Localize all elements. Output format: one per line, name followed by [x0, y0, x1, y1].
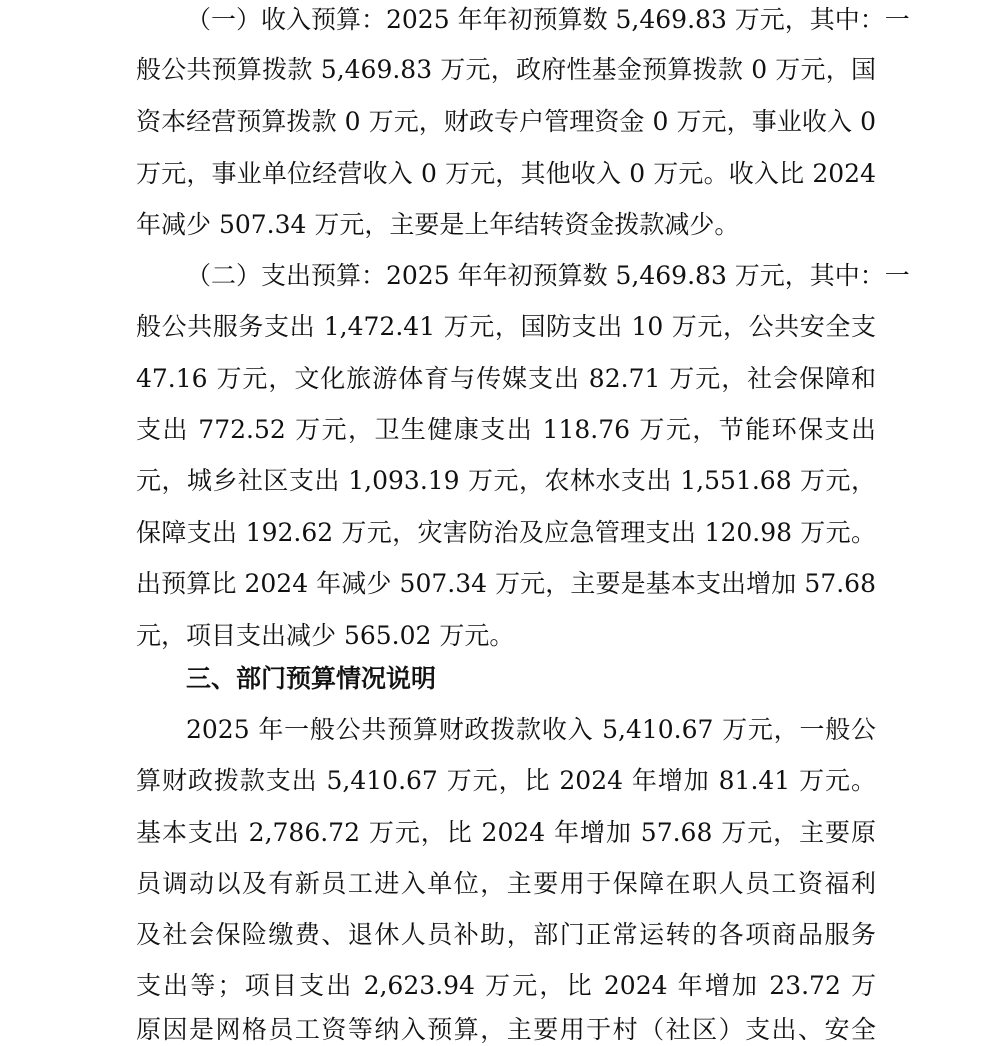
section-body-line-3: 基本支出 2,786.72 万元，比 2024 年增加 57.68 万元，主要原: [136, 818, 876, 847]
expenditure-budget-line-3: 47.16 万元，文化旅游体育与传媒支出 82.71 万元，社会保障和: [136, 364, 876, 393]
section-body-line-2: 算财政拨款支出 5,410.67 万元，比 2024 年增加 81.41 万元。: [136, 766, 876, 795]
section-body-line-6: 支出等；项目支出 2,623.94 万元，比 2024 年增加 23.72 万: [136, 971, 876, 1000]
section-body-line-5: 及社会保险缴费、退休人员补助，部门正常运转的各项商品服务: [136, 920, 876, 949]
income-budget-line-1: （一）收入预算：2025 年年初预算数 5,469.83 万元，其中：一: [186, 5, 910, 34]
expenditure-budget-line-2: 般公共服务支出 1,472.41 万元，国防支出 10 万元，公共安全支: [136, 312, 876, 341]
expenditure-budget-line-1: （二）支出预算：2025 年年初预算数 5,469.83 万元，其中：一: [186, 261, 910, 290]
expenditure-budget-line-4: 支出 772.52 万元，卫生健康支出 118.76 万元，节能环保支出: [136, 415, 876, 444]
section-body-line-4: 员调动以及有新员工进入单位，主要用于保障在职人员工资福利: [136, 869, 876, 898]
income-budget-line-3: 资本经营预算拨款 0 万元，财政专户管理资金 0 万元，事业收入 0: [136, 107, 876, 136]
section-body-line-1: 2025 年一般公共预算财政拨款收入 5,410.67 万元，一般公: [186, 715, 876, 744]
expenditure-budget-line-6: 保障支出 192.62 万元，灾害防治及应急管理支出 120.98 万元。: [136, 518, 876, 547]
section-body-line-7: 原因是网格员工资等纳入预算，主要用于村（社区）支出、安全: [136, 1015, 876, 1044]
expenditure-budget-line-7: 出预算比 2024 年减少 507.34 万元，主要是基本支出增加 57.68: [136, 569, 876, 598]
expenditure-budget-line-5: 元，城乡社区支出 1,093.19 万元，农林水支出 1,551.68 万元，: [136, 466, 876, 495]
income-budget-line-2: 般公共预算拨款 5,469.83 万元，政府性基金预算拨款 0 万元，国: [136, 55, 876, 84]
income-budget-line-5: 年减少 507.34 万元，主要是上年结转资金拨款减少。: [136, 210, 740, 239]
expenditure-budget-line-8: 元，项目支出减少 565.02 万元。: [136, 621, 515, 650]
section-heading: 三、部门预算情况说明: [186, 664, 437, 693]
income-budget-line-4: 万元，事业单位经营收入 0 万元，其他收入 0 万元。收入比 2024: [136, 159, 876, 188]
